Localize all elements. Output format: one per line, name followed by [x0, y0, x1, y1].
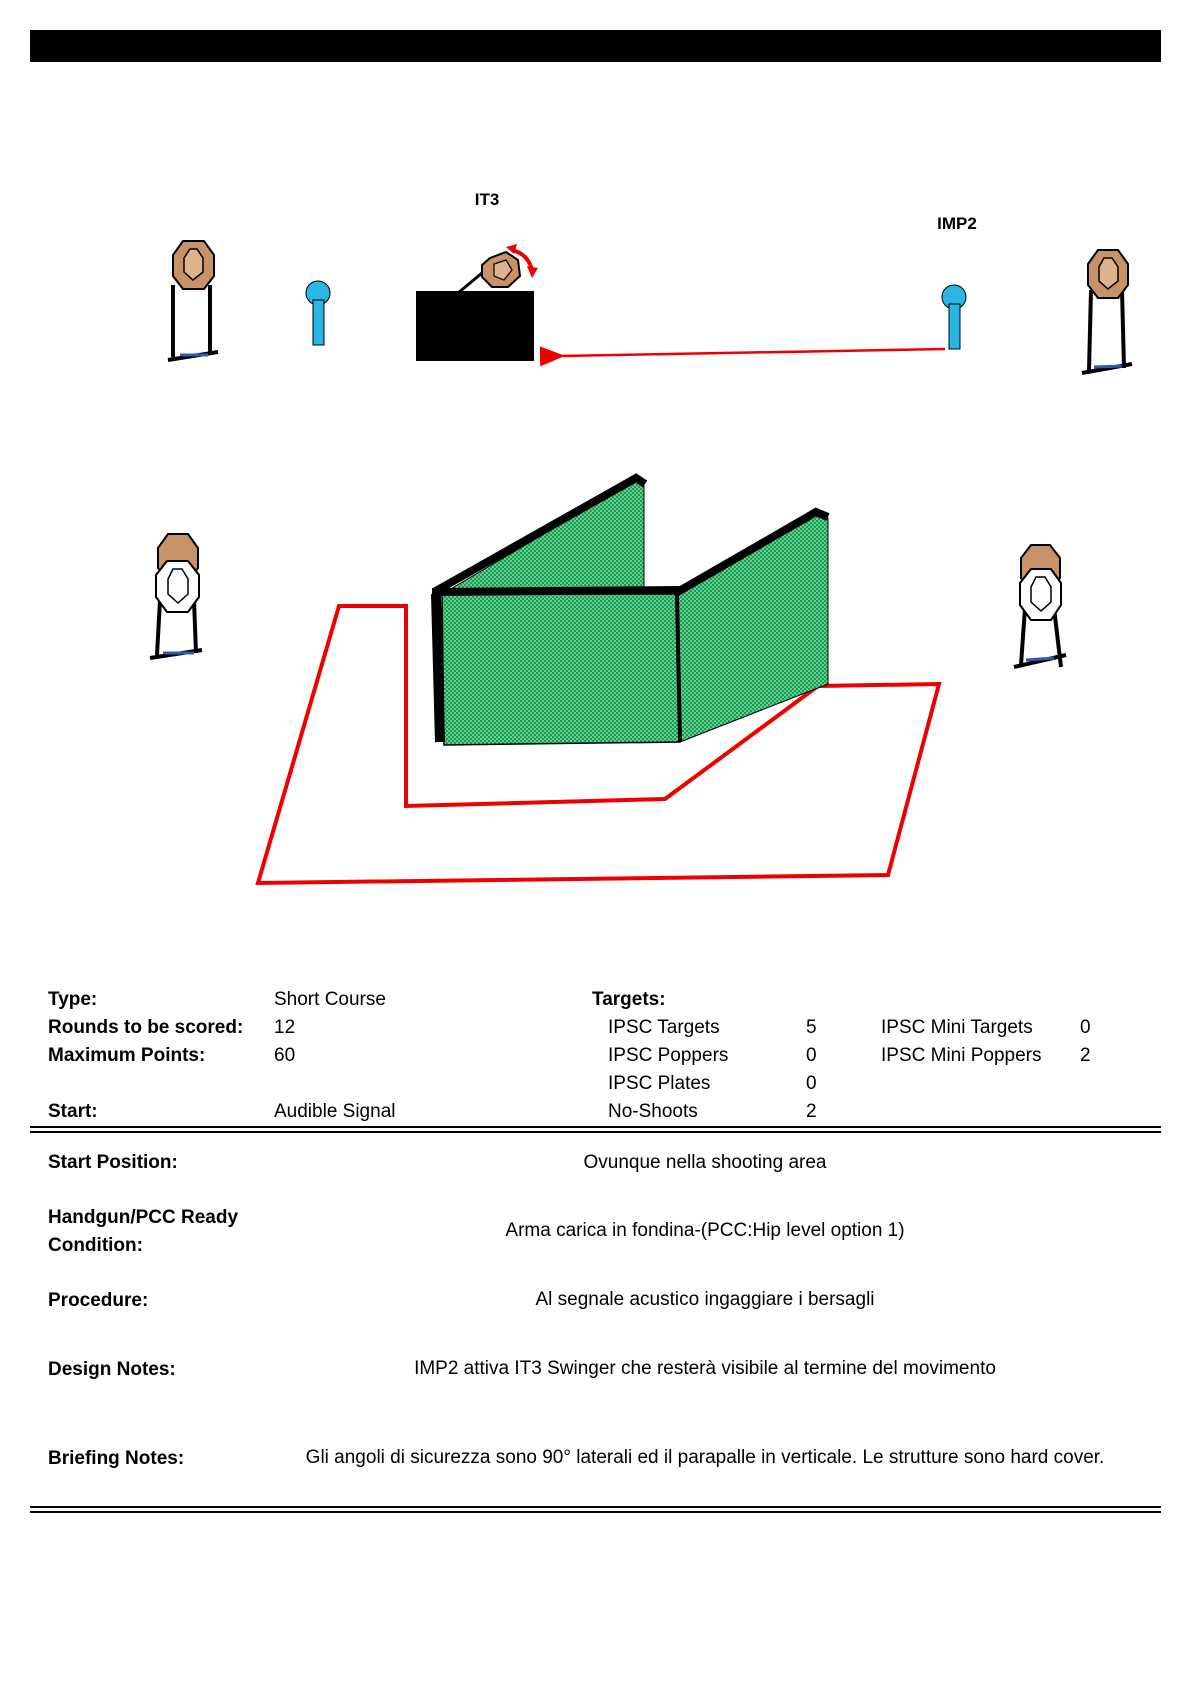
target-name: IPSC Plates: [608, 1073, 711, 1094]
start-value: Audible Signal: [274, 1101, 396, 1122]
procedure-value: Al segnale acustico ingaggiare i bersagli: [535, 1289, 875, 1310]
target-count: 0: [806, 1073, 817, 1094]
mini-target-count: 2: [1080, 1045, 1091, 1066]
briefing-notes-value: Gli angoli di sicurezza sono 90° laterali ed il parapalle in verticale. Le strutture sono hard cover.: [305, 1447, 1105, 1468]
hard-cover-barrier: [416, 291, 534, 361]
rounds-label: Rounds to be scored:: [48, 1017, 244, 1038]
target-count: 0: [806, 1045, 817, 1066]
design-notes-value: IMP2 attiva IT3 Swinger che resterà visibile al termine del movimento: [414, 1358, 996, 1379]
divider-line: [30, 1131, 1161, 1133]
ready-condition-label-line1: Handgun/PCC Ready: [48, 1207, 239, 1228]
ipsc-target-noshoot-left: [150, 534, 202, 658]
target-name: IPSC Targets: [608, 1017, 720, 1038]
start-position-label: Start Position:: [48, 1152, 178, 1173]
it3-label: IT3: [474, 190, 500, 209]
targets-label: Targets:: [592, 989, 666, 1010]
target-name: No-Shoots: [608, 1101, 698, 1122]
mini-target-count: 0: [1080, 1017, 1091, 1038]
procedure-label: Procedure:: [48, 1290, 149, 1311]
ipsc-target-stand-2: [1082, 250, 1132, 373]
design-notes-label: Design Notes:: [48, 1359, 176, 1380]
imp2-label: IMP2: [937, 214, 977, 233]
points-value: 60: [274, 1045, 296, 1066]
divider-line: [30, 1126, 1161, 1128]
ipsc-target-stand-1: [168, 241, 218, 360]
type-label: Type:: [48, 989, 98, 1010]
mesh-walls: [432, 478, 828, 745]
ipsc-target-noshoot-right: [1014, 545, 1066, 667]
mini-target-name: IPSC Mini Targets: [881, 1017, 1033, 1038]
ready-condition-value: Arma carica in fondina-(PCC:Hip level option 1): [505, 1220, 905, 1241]
points-label: Maximum Points:: [48, 1045, 206, 1066]
activation-arrow: [560, 349, 945, 356]
rounds-value: 12: [274, 1017, 296, 1038]
target-count: 5: [806, 1017, 817, 1038]
popper-left: [306, 281, 330, 345]
target-count: 2: [806, 1101, 817, 1122]
ready-condition-label-line2: Condition:: [48, 1235, 143, 1256]
target-name: IPSC Poppers: [608, 1045, 729, 1066]
imp2-popper: [942, 285, 966, 349]
start-label: Start:: [48, 1101, 98, 1122]
divider-line: [30, 1511, 1161, 1513]
mini-target-name: IPSC Mini Poppers: [881, 1045, 1042, 1066]
briefing-notes-label: Briefing Notes:: [48, 1448, 185, 1469]
it3-swinger: [458, 244, 538, 293]
start-position-value: Ovunque nella shooting area: [583, 1152, 827, 1173]
type-value: Short Course: [274, 989, 386, 1010]
divider-line: [30, 1506, 1161, 1508]
